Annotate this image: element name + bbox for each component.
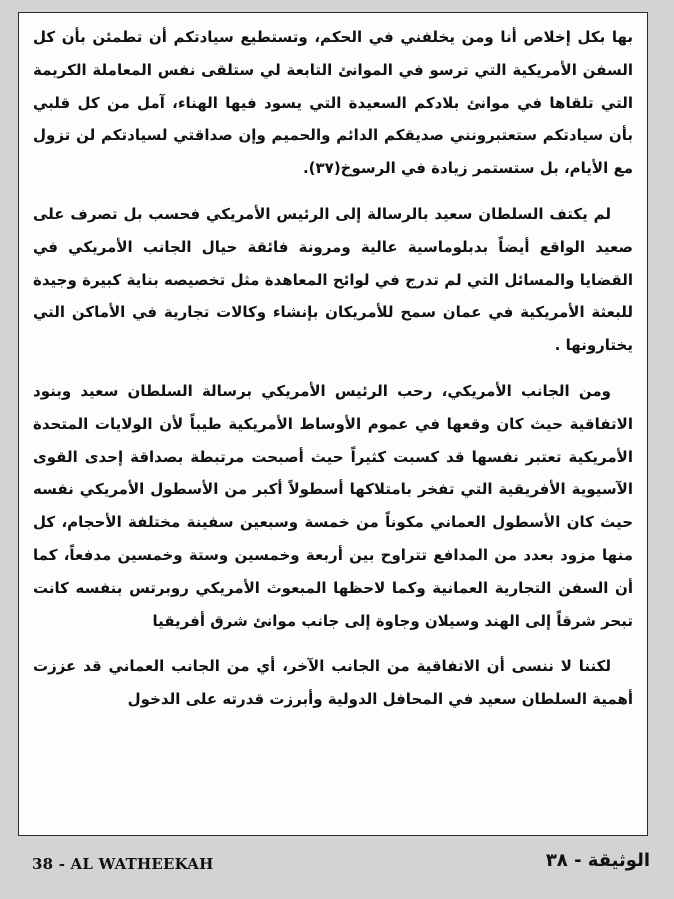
article-body — [33, 21, 633, 716]
paragraph-3: ومن الجانب الأمريكي، رحب الرئيس الأمريكي برسالة السلطان سعيد وبنود الاتفاقية حيث كان وقعها في عموم الأوساط الأمريكية طيباً لأن الولايات المتحدة الأمريكية تعتبر نفسها قد كسبت كثيراً حيث أصبحت مرتبطة بصداقة إحدى القوى الآسيوية الأفريقية التي تفخر بامتلاكها أسطولاً أكبر من الأسطول الأمريكي نفسه حيث كان الأسطول العماني مكوناً من خمسة وسبعين سفينة مختلفة الأحجام، كل منها مزود بعدد من المدافع تتراوح بين أربعة وخمسين وستة وخمسين مدفعاً، كما أن السفن التجارية العمانية وكما لاحظها المبعوث الأمريكي روبرتس بنفسه كانت تبحر شرقاً إلى الهند وسيلان وجاوة إلى جانب موانئ شرق أفريقيا — [33, 381, 633, 630]
paragraph-1: بها بكل إخلاص أنا ومن يخلفني في الحكم، وتستطيع سيادتكم أن تطمئن بأن كل السفن الأمريكية التي ترسو في الموانئ التابعة لي ستلقى نفس المعاملة الكريمة التي تلقاها في موانئ بلادكم السعيدة التي يسود فيها الهناء، آمل من كل قلبي بأن سيادتكم ستعتبرونني صديقكم الدائم والحميم وإن صداقتي لسيادتكم لن تزول مع الأيام، بل ستستمر زيادة في الرسوخ(٣٧). — [33, 28, 633, 178]
footer-page-label-latin: 38 - AL WATHEEKAH — [32, 855, 214, 873]
footer-page-label-arabic: الوثيقة - ٣٨ — [545, 850, 650, 871]
paragraph-2: لم يكتف السلطان سعيد بالرسالة إلى الرئيس الأمريكي فحسب بل تصرف على صعيد الواقع أيضاً بدبلوماسية عالية ومرونة فائقة حيال الجانب الأمريكي في القضايا والمسائل التي لم تدرج في لوائح المعاهدة مثل تخصيصه بناية كبيرة وجيدة للبعثة الأمريكية في عمان سمح للأمريكان بإنشاء وكالات تجارية في الأماكن التي يختارونها . — [33, 204, 633, 355]
page-frame — [18, 12, 648, 836]
paragraph-4: لكننا لا ننسى أن الاتفاقية من الجانب الآخر، أي من الجانب العماني قد عززت أهمية السلطان سعيد في المحافل الدولية وأبرزت قدرته على الدخول — [33, 657, 633, 709]
